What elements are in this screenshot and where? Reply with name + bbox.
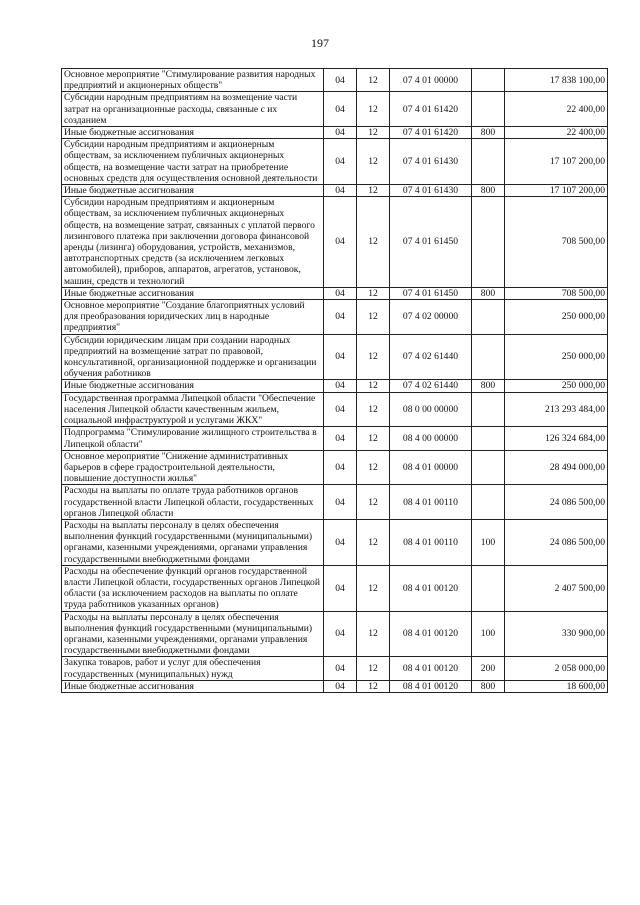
expense-name-cell: Иные бюджетные ассигнования: [62, 680, 324, 692]
amount-cell: 250 000,00: [505, 334, 608, 380]
target-article-cell: 07 4 01 61420: [390, 92, 472, 127]
section-code-cell: 12: [357, 680, 390, 692]
table-row: [62, 197, 608, 288]
section-code-cell: 12: [357, 427, 390, 450]
target-article-cell: 07 4 01 61450: [390, 287, 472, 299]
expense-name-cell: Расходы на обеспечение функций органов государственной власти Липецкой области, государственных органов Липецкой области (за исключением расходов на выплаты по оплате труда работников указанных органов): [62, 565, 324, 611]
section-code-cell: 12: [357, 611, 390, 657]
table-row: [62, 334, 608, 380]
expense-name-cell: Основное мероприятие "Стимулирование развития народных предприятий и акционерных обществ": [62, 69, 324, 92]
expense-name-cell: Иные бюджетные ассигнования: [62, 287, 324, 299]
expense-name-cell: Иные бюджетные ассигнования: [62, 185, 324, 197]
department-code-cell: 04: [324, 485, 357, 520]
department-code-cell: 04: [324, 380, 357, 392]
expense-type-cell: [472, 334, 505, 380]
amount-cell: 24 086 500,00: [505, 485, 608, 520]
target-article-cell: 07 4 01 61430: [390, 139, 472, 185]
target-article-cell: 07 4 02 61440: [390, 334, 472, 380]
table-row: [62, 139, 608, 185]
expense-name-cell: Субсидии народным предприятиям и акционерным обществам, за исключением публичных акционерных обществ, на возмещение части затрат на приобретение основных средств для осуществления основной деятельности: [62, 139, 324, 185]
department-code-cell: 04: [324, 287, 357, 299]
target-article-cell: 08 0 00 00000: [390, 392, 472, 427]
expense-name-cell: Иные бюджетные ассигнования: [62, 380, 324, 392]
department-code-cell: 04: [324, 69, 357, 92]
expense-name-cell: Подпрограмма "Стимулирование жилищного строительства в Липецкой области": [62, 427, 324, 450]
section-code-cell: 12: [357, 69, 390, 92]
expense-type-cell: [472, 485, 505, 520]
amount-cell: 28 494 000,00: [505, 450, 608, 485]
section-code-cell: 12: [357, 287, 390, 299]
table-row: [62, 92, 608, 127]
expense-name-cell: Расходы на выплаты персоналу в целях обеспечения выполнения функций государственными (муниципальными) органами, казенными учреждениями, органами управления государственными внебюджетными фондами: [62, 519, 324, 565]
target-article-cell: 07 4 02 61440: [390, 380, 472, 392]
section-code-cell: 12: [357, 127, 390, 139]
table-row: [62, 611, 608, 657]
table-row: [62, 392, 608, 427]
target-article-cell: 08 4 00 00000: [390, 427, 472, 450]
table-row: [62, 519, 608, 565]
expense-type-cell: 800: [472, 127, 505, 139]
department-code-cell: 04: [324, 519, 357, 565]
amount-cell: 126 324 684,00: [505, 427, 608, 450]
section-code-cell: 12: [357, 519, 390, 565]
table-row: [62, 380, 608, 392]
target-article-cell: 08 4 01 00000: [390, 450, 472, 485]
table-row: [62, 287, 608, 299]
table-row: [62, 485, 608, 520]
department-code-cell: 04: [324, 127, 357, 139]
amount-cell: 2 407 500,00: [505, 565, 608, 611]
table-row: [62, 565, 608, 611]
expense-type-cell: [472, 392, 505, 427]
amount-cell: 2 058 000,00: [505, 657, 608, 680]
expense-type-cell: [472, 197, 505, 288]
expense-type-cell: 800: [472, 380, 505, 392]
table-row: [62, 300, 608, 335]
department-code-cell: 04: [324, 450, 357, 485]
expense-type-cell: 200: [472, 657, 505, 680]
target-article-cell: 08 4 01 00120: [390, 680, 472, 692]
section-code-cell: 12: [357, 380, 390, 392]
department-code-cell: 04: [324, 392, 357, 427]
expense-type-cell: 800: [472, 680, 505, 692]
table-row: [62, 185, 608, 197]
section-code-cell: 12: [357, 185, 390, 197]
amount-cell: 708 500,00: [505, 287, 608, 299]
table-row: [62, 680, 608, 692]
budget-table: [61, 68, 608, 693]
expense-name-cell: Субсидии юридическим лицам при создании народных предприятий на возмещение затрат по правовой, консультативной, организационной поддержке и организации обучения работников: [62, 334, 324, 380]
expense-type-cell: 800: [472, 185, 505, 197]
department-code-cell: 04: [324, 92, 357, 127]
target-article-cell: 08 4 01 00120: [390, 565, 472, 611]
department-code-cell: 04: [324, 680, 357, 692]
section-code-cell: 12: [357, 565, 390, 611]
amount-cell: 17 107 200,00: [505, 185, 608, 197]
amount-cell: 250 000,00: [505, 300, 608, 335]
table-row: [62, 427, 608, 450]
expense-type-cell: [472, 139, 505, 185]
section-code-cell: 12: [357, 92, 390, 127]
section-code-cell: 12: [357, 139, 390, 185]
amount-cell: 708 500,00: [505, 197, 608, 288]
target-article-cell: 08 4 01 00110: [390, 519, 472, 565]
section-code-cell: 12: [357, 197, 390, 288]
target-article-cell: 08 4 01 00120: [390, 657, 472, 680]
expense-name-cell: Расходы на выплаты персоналу в целях обеспечения выполнения функций государственными (муниципальными) органами, казенными учреждениями, органами управления государственными внебюджетными фондами: [62, 611, 324, 657]
target-article-cell: 08 4 01 00120: [390, 611, 472, 657]
target-article-cell: 07 4 02 00000: [390, 300, 472, 335]
table-row: [62, 69, 608, 92]
amount-cell: 213 293 484,00: [505, 392, 608, 427]
amount-cell: 330 900,00: [505, 611, 608, 657]
expense-name-cell: Субсидии народным предприятиям и акционерным обществам, за исключением публичных акционерных обществ, на возмещение затрат, связанных с уплатой первого лизингового платежа при заключении договора финансовой аренды (лизинга) оборудования, устройств, механизмов, автотранспортных средств (за исключением легковых автомобилей), приборов, аппаратов, агрегатов, установок, машин, средств и технологий: [62, 197, 324, 288]
table-row: [62, 127, 608, 139]
expense-name-cell: Субсидии народным предприятиям на возмещение части затрат на организационные расходы, связанные с их созданием: [62, 92, 324, 127]
expense-type-cell: 100: [472, 611, 505, 657]
expense-name-cell: Закупка товаров, работ и услуг для обеспечения государственных (муниципальных) нужд: [62, 657, 324, 680]
department-code-cell: 04: [324, 185, 357, 197]
department-code-cell: 04: [324, 611, 357, 657]
section-code-cell: 12: [357, 657, 390, 680]
amount-cell: 250 000,00: [505, 380, 608, 392]
expense-name-cell: Государственная программа Липецкой области "Обеспечение населения Липецкой области качественным жильем, социальной инфраструктурой и услугами ЖКХ": [62, 392, 324, 427]
expense-name-cell: Расходы на выплаты по оплате труда работников органов государственной власти Липецкой области, государственных органов Липецкой области: [62, 485, 324, 520]
section-code-cell: 12: [357, 485, 390, 520]
department-code-cell: 04: [324, 334, 357, 380]
expense-type-cell: [472, 69, 505, 92]
target-article-cell: 07 4 01 61450: [390, 197, 472, 288]
expense-name-cell: Основное мероприятие "Снижение административных барьеров в сфере градостроительной деятельности, повышение доступности жилья": [62, 450, 324, 485]
budget-table-body: [62, 69, 608, 693]
expense-name-cell: Иные бюджетные ассигнования: [62, 127, 324, 139]
expense-type-cell: [472, 92, 505, 127]
target-article-cell: 08 4 01 00110: [390, 485, 472, 520]
table-row: [62, 450, 608, 485]
expense-type-cell: 800: [472, 287, 505, 299]
amount-cell: 18 600,00: [505, 680, 608, 692]
expense-name-cell: Основное мероприятие "Создание благоприятных условий для преобразования юридических лиц в народные предприятия": [62, 300, 324, 335]
section-code-cell: 12: [357, 334, 390, 380]
section-code-cell: 12: [357, 300, 390, 335]
department-code-cell: 04: [324, 300, 357, 335]
target-article-cell: 07 4 01 61430: [390, 185, 472, 197]
amount-cell: 17 107 200,00: [505, 139, 608, 185]
expense-type-cell: [472, 450, 505, 485]
department-code-cell: 04: [324, 427, 357, 450]
amount-cell: 17 838 100,00: [505, 69, 608, 92]
department-code-cell: 04: [324, 139, 357, 185]
amount-cell: 22 400,00: [505, 92, 608, 127]
amount-cell: 24 086 500,00: [505, 519, 608, 565]
target-article-cell: 07 4 01 00000: [390, 69, 472, 92]
department-code-cell: 04: [324, 197, 357, 288]
expense-type-cell: 100: [472, 519, 505, 565]
target-article-cell: 07 4 01 61420: [390, 127, 472, 139]
department-code-cell: 04: [324, 565, 357, 611]
table-row: [62, 657, 608, 680]
expense-type-cell: [472, 427, 505, 450]
amount-cell: 22 400,00: [505, 127, 608, 139]
section-code-cell: 12: [357, 392, 390, 427]
section-code-cell: 12: [357, 450, 390, 485]
department-code-cell: 04: [324, 657, 357, 680]
expense-type-cell: [472, 565, 505, 611]
page-number: 197: [311, 36, 329, 50]
expense-type-cell: [472, 300, 505, 335]
